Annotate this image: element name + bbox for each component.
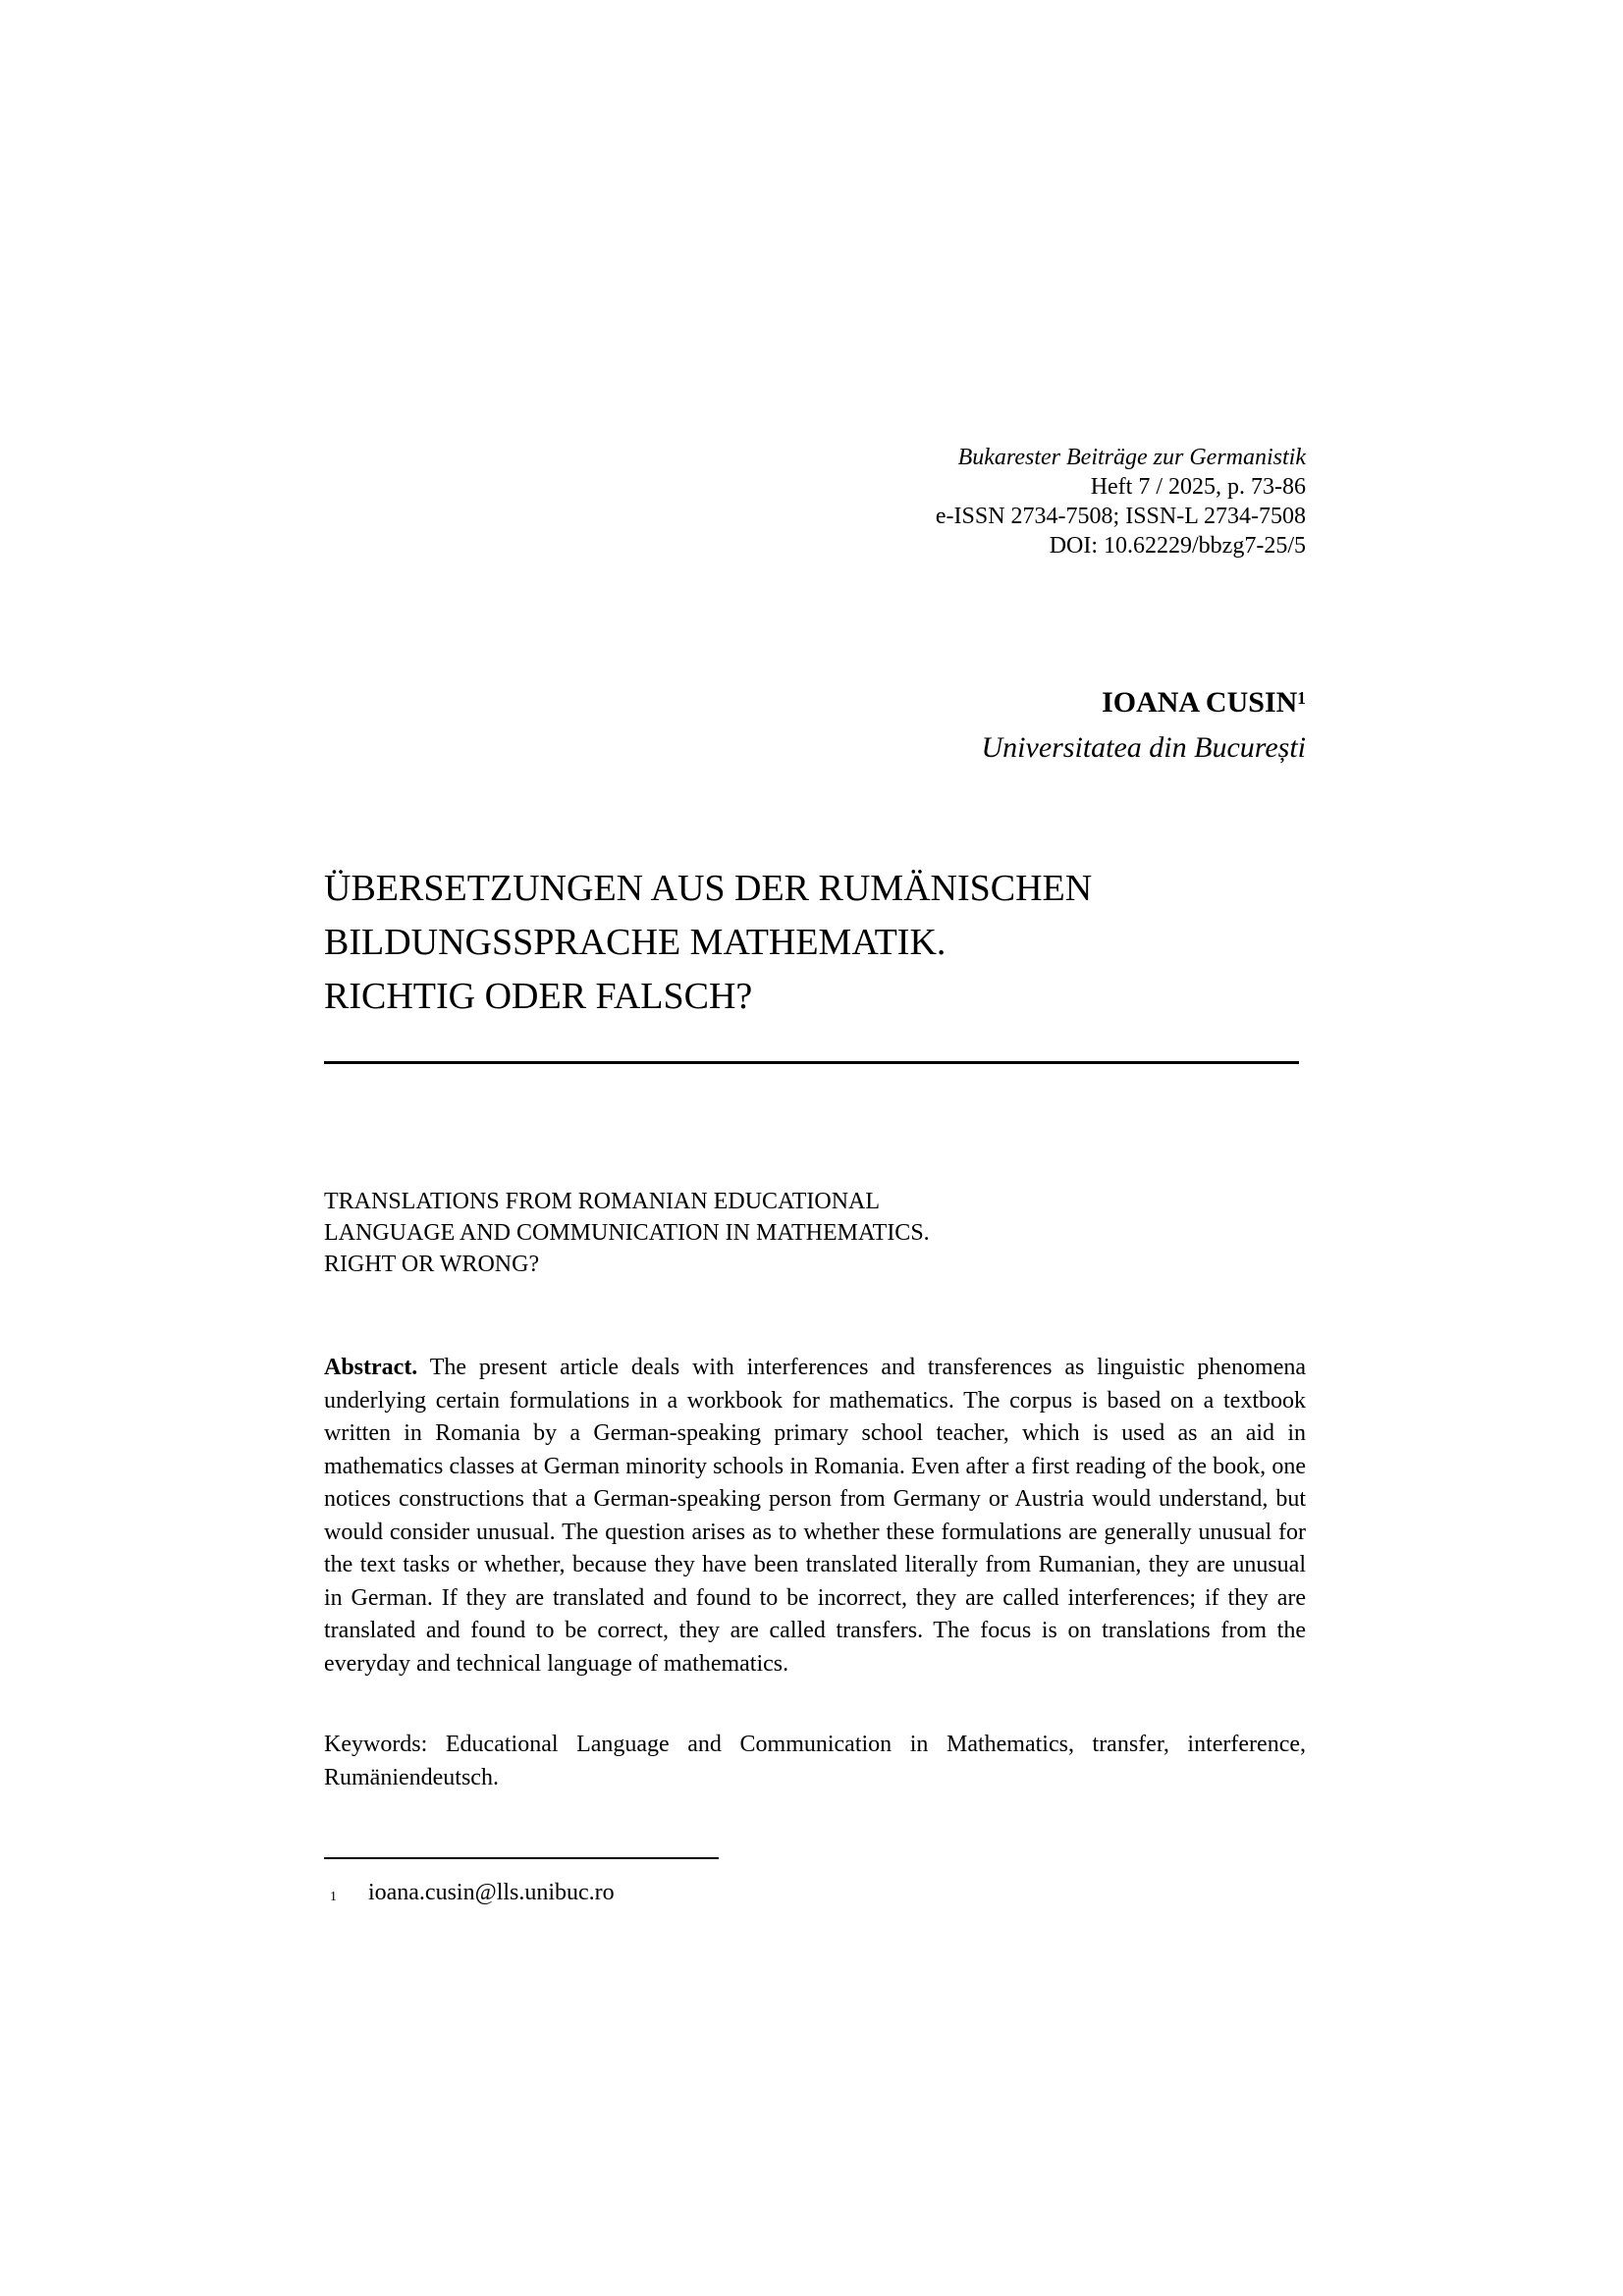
author-footnote-marker: 1 — [1297, 688, 1306, 709]
author-affiliation: Universitatea din București — [981, 731, 1306, 764]
title-divider-rule — [324, 1061, 1299, 1064]
author-name — [324, 686, 1306, 722]
author-block — [324, 686, 1306, 765]
keywords-paragraph: Keywords: Educational Language and Communication in Mathematics, transfer, interference, Rumäniendeutsch. — [324, 1732, 1306, 1790]
footnote-marker: 1 — [330, 1890, 337, 1905]
paper-title-german-line: ÜBERSETZUNGEN AUS DER RUMÄNISCHEN — [324, 868, 1093, 909]
journal-info-block — [324, 443, 1306, 561]
journal-issn: e-ISSN 2734-7508; ISSN-L 2734-7508 — [935, 504, 1306, 529]
paper-title-english — [324, 1186, 1316, 1280]
footnote — [324, 1878, 1306, 1911]
journal-name: Bukarester Beiträge zur Germanistik — [957, 445, 1306, 470]
paper-title-english-line: TRANSLATIONS FROM ROMANIAN EDUCATIONAL — [324, 1189, 881, 1214]
paper-title-german-line: RICHTIG ODER FALSCH? — [324, 976, 753, 1017]
paper-title-english-line: LANGUAGE AND COMMUNICATION IN MATHEMATICS. — [324, 1220, 930, 1246]
journal-issue: Heft 7 / 2025, p. 73-86 — [1090, 474, 1306, 500]
author-name-text: IOANA CUSIN — [1102, 686, 1298, 719]
journal-doi: DOI: 10.62229/bbzg7-25/5 — [1049, 533, 1306, 559]
paper-title-german-line: BILDUNGSSPRACHE MATHEMATIK. — [324, 922, 947, 963]
abstract-paragraph — [324, 1352, 1306, 1681]
abstract-text: The present article deals with interferences and transferences as linguistic phenomena underlying certain formulations in a workbook for mathematics. The corpus is based on a textbook written in Romania by a German-speaking primary school teacher, which is used as an aid in mathematics classes at German minority schools in Romania. Even after a first reading of the book, one notices constructions that a German-speaking person from Germany or Austria would understand, but would consider unusual. The question arises as to whether these formulations are generally unusual for the text tasks or whether, because they have been translated literally from Rumanian, they are unusual in German. If they are translated and found to be incorrect, they are called interferences; if they are translated and found to be correct, they are called transfers. The focus is on translations from the everyday and technical language of mathematics. — [324, 1355, 1306, 1677]
footnote-email: ioana.cusin@lls.unibuc.ro — [367, 1880, 615, 1905]
paper-title-german — [324, 862, 1316, 1024]
abstract-label: Abstract. — [324, 1355, 418, 1380]
paper-title-english-line: RIGHT OR WRONG? — [324, 1252, 540, 1277]
footnote-separator-rule — [324, 1857, 719, 1859]
